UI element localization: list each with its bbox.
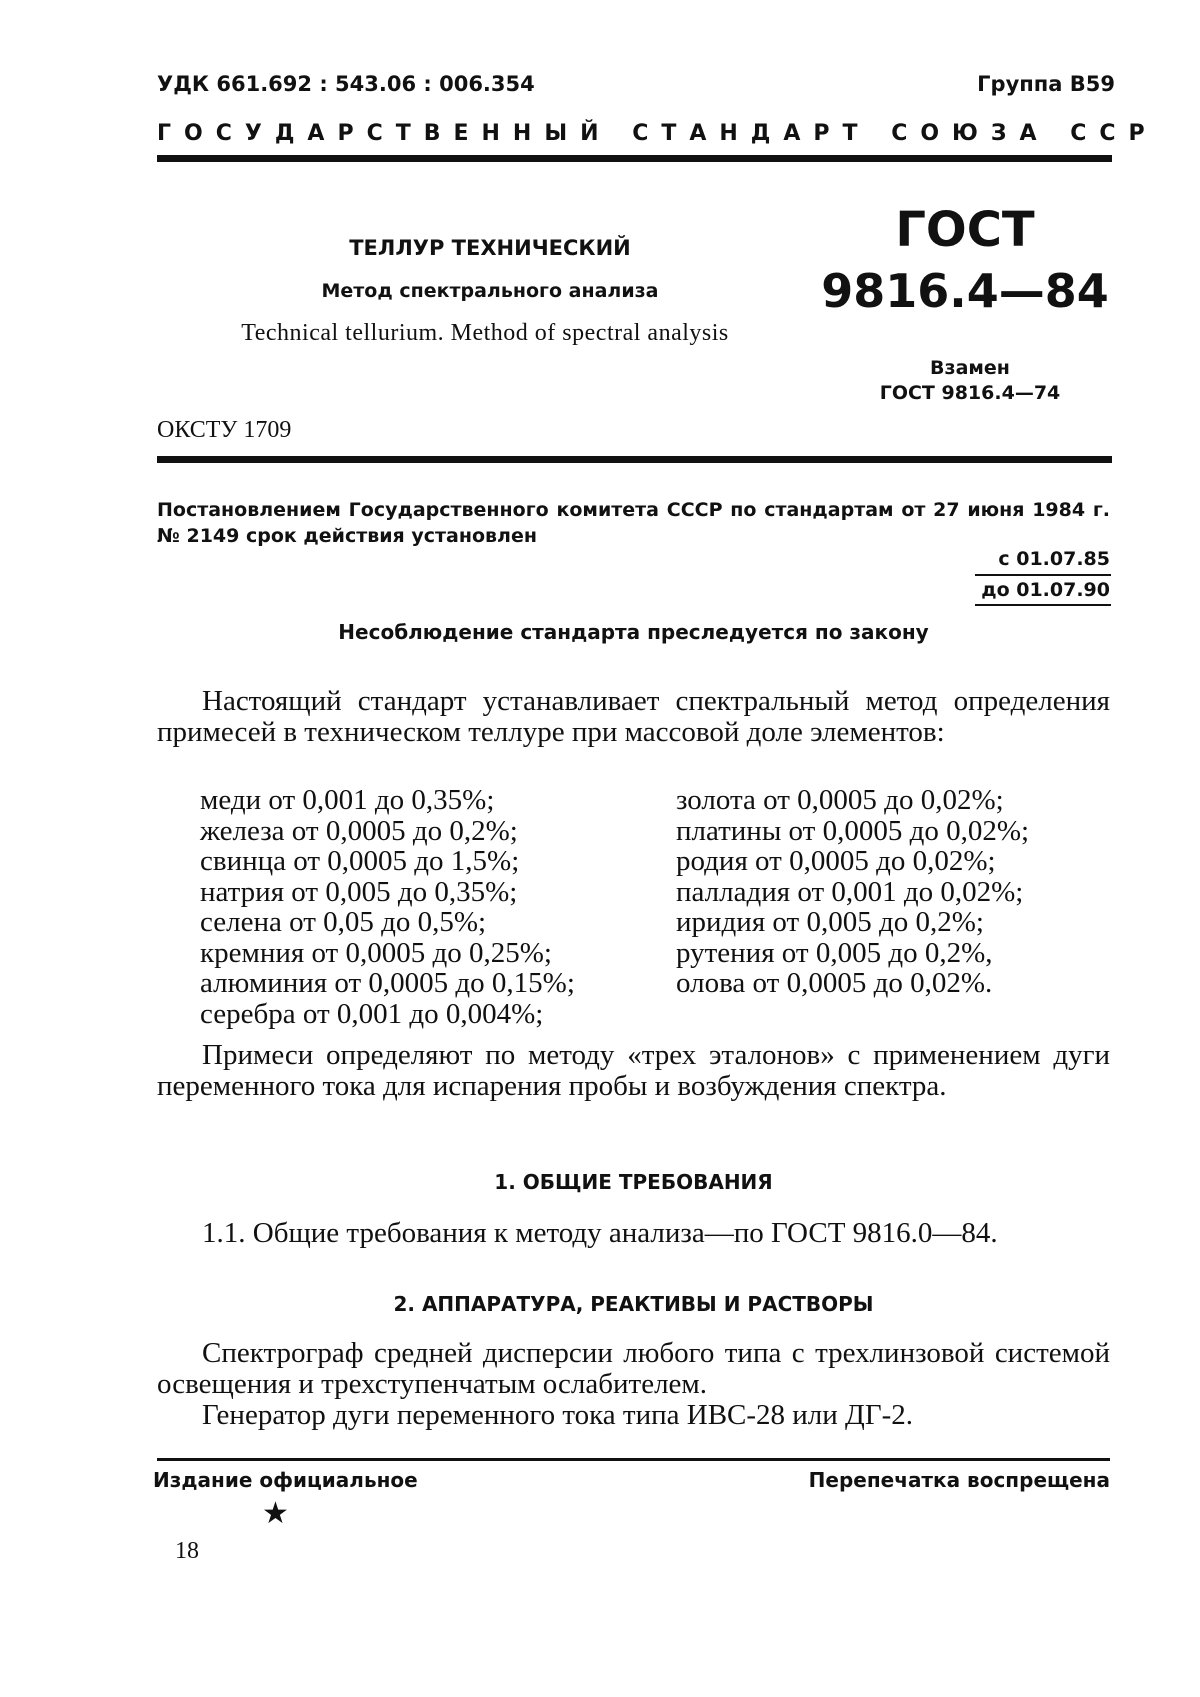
- footer-rule: [157, 1458, 1110, 1461]
- okstu-code: ОКСТУ 1709: [157, 417, 292, 443]
- list-item: селена от 0,05 до 0,5%;: [200, 906, 487, 938]
- replaces-label: Взамен: [930, 357, 1010, 379]
- list-item: свинца от 0,0005 до 1,5%;: [200, 845, 520, 877]
- section-1-text: 1.1. Общие требования к методу анализа—по ГОСТ 9816.0—84.: [202, 1217, 998, 1249]
- list-item: родия от 0,0005 до 0,02%;: [676, 845, 996, 877]
- list-item: рутения от 0,005 до 0,2%,: [676, 936, 993, 969]
- list-item: палладия от 0,001 до 0,02%;: [676, 875, 1024, 908]
- udk-code: УДК 661.692 : 543.06 : 006.354: [157, 72, 535, 96]
- list-item: алюминия от 0,0005 до 0,15%;: [200, 967, 575, 999]
- list-item: золота от 0,0005 до 0,02%;: [676, 784, 1004, 816]
- validity-from: с 01.07.85: [998, 548, 1110, 570]
- replaces-value: ГОСТ 9816.4—74: [879, 382, 1061, 404]
- list-item: олова от 0,0005 до 0,02%.: [676, 967, 993, 999]
- decree-text: Постановлением Государственного комитета СССР по стандартам от 27 июня 1984 г. № 2149 срок действия установлен: [157, 499, 1110, 547]
- list-item: железа от 0,0005 до 0,2%;: [200, 814, 518, 847]
- state-standard-banner: ГОСУДАРСТВЕННЫЙ СТАНДАРТ СОЮЗА ССР: [157, 121, 1158, 146]
- reprint-prohibited: Перепечатка воспрещена: [808, 1468, 1110, 1492]
- official-edition: Издание официальное: [153, 1468, 418, 1492]
- star-icon: ★: [262, 1496, 289, 1531]
- gost-label: ГОСТ: [895, 202, 1035, 258]
- validity-from-rule: [975, 574, 1111, 576]
- list-item: кремния от 0,0005 до 0,25%;: [200, 936, 552, 969]
- english-title: Technical tellurium. Method of spectral analysis: [241, 320, 729, 346]
- method-paragraph: Примеси определяют по методу «трех эталонов» с применением дуги переменного тока для испарения пробы и возбуждения спектра.: [157, 1039, 1110, 1102]
- page-number: 18: [175, 1538, 199, 1564]
- elements-left-column: [200, 785, 660, 1029]
- law-warning: Несоблюдение стандарта преследуется по закону: [338, 620, 929, 644]
- validity-to-rule: [975, 604, 1111, 606]
- header-rule: [157, 155, 1112, 162]
- list-item: серебра от 0,001 до 0,004%;: [200, 997, 544, 1030]
- list-item: натрия от 0,005 до 0,35%;: [200, 875, 518, 908]
- section-2-heading: 2. АППАРАТУРА, РЕАКТИВЫ И РАСТВОРЫ: [393, 1292, 874, 1316]
- gost-number: 9816.4—84: [821, 264, 1109, 318]
- group-code: Группа В59: [977, 72, 1115, 96]
- list-item: платины от 0,0005 до 0,02%;: [676, 814, 1030, 847]
- document-subtitle: Метод спектрального анализа: [321, 280, 659, 302]
- title-rule: [157, 456, 1112, 463]
- validity-to: до 01.07.90: [981, 579, 1110, 601]
- elements-right-column: [676, 785, 1106, 999]
- list-item: меди от 0,001 до 0,35%;: [200, 784, 495, 816]
- section-1-heading: 1. ОБЩИЕ ТРЕБОВАНИЯ: [494, 1170, 773, 1194]
- section-2-text-1: Спектрограф средней дисперсии любого типа с трехлинзовой системой освещения и трехступенчатым ослабителем.: [157, 1337, 1110, 1400]
- list-item: иридия от 0,005 до 0,2%;: [676, 906, 984, 938]
- document-title: ТЕЛЛУР ТЕХНИЧЕСКИЙ: [349, 236, 631, 260]
- section-2-text-2: Генератор дуги переменного тока типа ИВС-28 или ДГ-2.: [202, 1399, 913, 1431]
- intro-paragraph: Настоящий стандарт устанавливает спектральный метод определения примесей в техническом теллуре при массовой доле элементов:: [157, 685, 1110, 748]
